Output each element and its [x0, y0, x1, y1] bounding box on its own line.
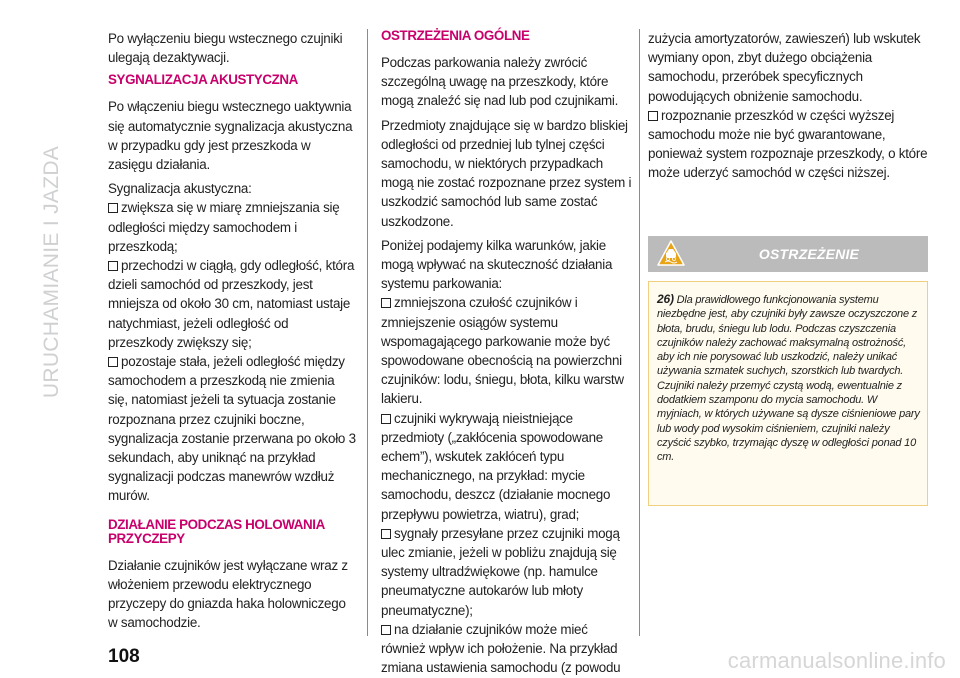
heading-towing: DZIAŁANIE PODCZAS HOLOWANIA PRZYCZEPY: [108, 516, 325, 546]
watermark: carmanualsonline.info: [727, 648, 946, 673]
bullet-item: [108, 352, 356, 506]
warning-header: [648, 236, 928, 272]
bullet-item: [648, 106, 930, 183]
checkbox-bullet-icon: [108, 357, 118, 367]
general-paragraph-2: Przedmioty znajdujące się w bardzo bliskiej odległości od przedniej lub tylnej części samochodu, w niektórych przypadkach mogą nie zostać rozpoznane przez system i uszkodzić samochód lub same zostać uszkodzone.: [381, 117, 632, 229]
general-paragraph-1: Podczas parkowania należy zwrócić szczególną uwagę na przeszkody, które mogą znaleźć się nad lub pod czujnikami.: [381, 55, 619, 109]
page-number: 108: [108, 646, 140, 667]
bullet-item: [381, 293, 633, 408]
checkbox-bullet-icon: [108, 203, 118, 213]
general-paragraph-3: Poniżej podajemy kilka warunków, jakie mogą wpływać na skuteczność działania systemu parkowania:: [381, 237, 613, 292]
bullet-text: czujniki wykrywają nieistniejące przedmioty („zakłócenia spowodowane echem”), wskutek zakłóceń typu mechanicznego, na przykład: mycie samochodu, deszcz (działanie mocnego przepływu powietrza, wiatru), grad;: [381, 410, 611, 522]
heading-general-warnings: OSTRZEŻENIA OGÓLNE: [381, 28, 530, 43]
bullet-text: pozostaje stała, jeżeli odległość między samochodem a przeszkodą nie zmienia się, natomiast jeżeli ta sytuacja zostanie rozpoznana przez czujniki boczne, sygnalizacja zostanie przerwana po około 3 sekundach, aby uniknąć na przykład sygnalizacji podczas manewrów wzdłuż murów.: [108, 354, 356, 504]
bullet-text: na działanie czujników może mieć również wpływ ich położenie. Na przykład zmiana ustawienia samochodu (z powodu: [381, 621, 621, 676]
towing-paragraph: Działanie czujników jest wyłączane wraz z włożeniem przewodu elektrycznego przyczepy do gniazda haka holowniczego w samochodzie.: [108, 557, 348, 631]
column-3: [648, 29, 930, 188]
heading-acoustic-signal: SYGNALIZACJA AKUSTYCZNA: [108, 72, 298, 88]
side-section-title-text: URUCHAMIANIE I JAZDA: [40, 145, 63, 399]
warning-number: 26): [657, 292, 674, 306]
bullet-item: [381, 524, 633, 620]
intro-paragraph: Po wyłączeniu biegu wstecznego czujniki ulegają dezaktywacji.: [108, 31, 343, 66]
bullet-text: zmniejszona czułość czujników i zmniejszenie osiągów systemu wspomagającego parkowanie może być spowodowane obecnością na powierzchni czujników: lodu, śniegu, błota, kilku warstw lakieru.: [381, 295, 624, 407]
checkbox-bullet-icon: [381, 625, 391, 635]
column-divider-1: [367, 29, 368, 636]
column-1: [108, 29, 356, 637]
warning-box: [648, 281, 928, 506]
checkbox-bullet-icon: [381, 298, 391, 308]
checkbox-bullet-icon: [381, 529, 391, 539]
warning-body: Dla prawidłowego funkcjonowania systemu niezbędne jest, aby czujniki były zawsze oczyszczone z błota, brudu, śniegu lub lodu. Podczas czyszczenia czujników należy zachować maksymalną ostrożność, aby ich nie porysować lub uszkodzić, należy unikać używania szmatek suchych, szorstkich lub twardych. Czujniki należy przemyć czystą wodą, ewentualnie z dodatkiem szamponu do mycia samochodu. W myjniach, w których używane są dysze ciśnieniowe pary lub wody pod wysokim ciśnieniem, czujniki należy czyścić szybko, trzymając dyszę w odległości ponad 10 cm.: [657, 294, 920, 464]
acoustic-paragraph-1: Po włączeniu biegu wstecznego uaktywnia się automatycznie sygnalizacja akustyczna w przypadku gdy jest przeszkoda w zasięgu działania.: [108, 99, 353, 173]
warning-title: OSTRZEŻENIE: [758, 246, 860, 262]
acoustic-paragraph-2: Sygnalizacja akustyczna:: [108, 181, 252, 197]
bullet-text: przechodzi w ciągłą, gdy odległość, która dzieli samochód od przeszkody, jest mniejsza od około 30 cm, natomiast ustaje natychmiast, jeżeli odległość od przeszkody zwiększy się;: [108, 258, 355, 350]
continued-paragraph: zużycia amortyzatorów, zawieszeń) lub wskutek wymiany opon, zbyt dużego obciążenia samochodu, przeróbek specyficznych powodujących obniżenie samochodu.: [648, 31, 921, 104]
bullet-text: rozpoznanie przeszkód w części wyższej samochodu może nie być gwarantowane, ponieważ system rozpoznaje przeszkody, o które może uderzyć samochód w części niższej.: [648, 107, 928, 181]
bullet-item: [381, 620, 633, 678]
column-2: [381, 29, 633, 678]
bullet-text: sygnały przesyłane przez czujniki mogą ulec zmianie, jeżeli w pobliżu znajdują się systemy ultradźwiękowe (np. hamulce pneumatyczne autokarów lub młoty pneumatyczne);: [381, 525, 620, 618]
checkbox-bullet-icon: [648, 111, 658, 121]
column-divider-2: [639, 29, 640, 636]
bullet-text: zwiększa się w miarę zmniejszania się odległości między samochodem i przeszkodą;: [108, 200, 340, 254]
checkbox-bullet-icon: [381, 414, 391, 424]
bullet-item: [381, 409, 633, 524]
bullet-item: [108, 198, 356, 256]
warning-text: [657, 292, 921, 465]
bullet-item: [108, 256, 356, 352]
checkbox-bullet-icon: [108, 261, 118, 271]
